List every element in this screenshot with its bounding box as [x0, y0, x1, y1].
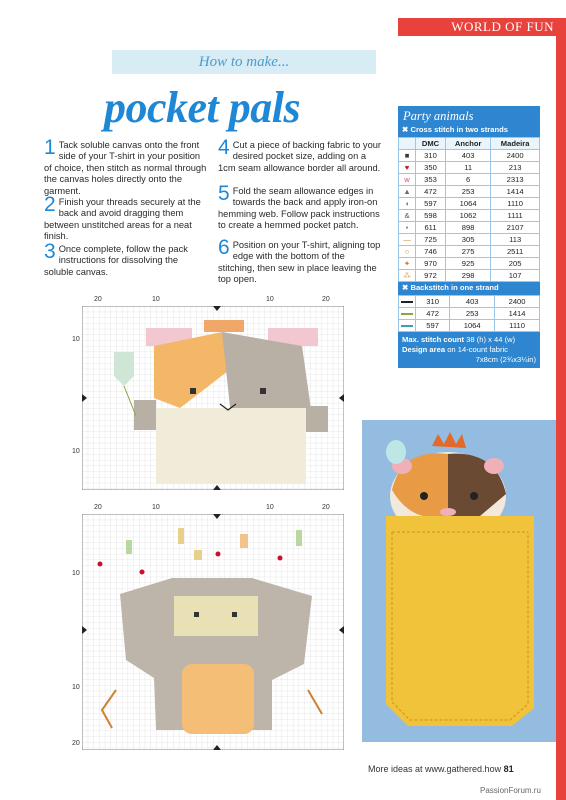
step-text: Tack soluble canvas onto the front side of your T-shirt in your position of choice, then stitch as normal through the canvas holes directly onto the garment. — [44, 140, 207, 196]
thread-key — [398, 106, 540, 368]
thread-code-anchor: 275 — [446, 246, 491, 258]
step-number: 1 — [44, 136, 56, 159]
thread-code-madeira: 2511 — [491, 246, 540, 258]
chart-top-label: 10 — [266, 296, 274, 303]
column-header: Anchor — [446, 138, 491, 150]
thread-code-madeira: 1111 — [491, 210, 540, 222]
chart-side-label: 10 — [72, 336, 80, 343]
thread-code-madeira: 2313 — [491, 174, 540, 186]
chart-top-label: 20 — [322, 504, 330, 511]
thread-code-anchor: 403 — [450, 296, 495, 308]
step-2 — [44, 193, 210, 243]
thread-code-madeira: 1414 — [495, 308, 540, 320]
backstitch-line-swatch — [401, 325, 413, 327]
cross-stitch-heading: ✖ Cross stitch in two strands — [398, 124, 540, 137]
key-row — [399, 150, 540, 162]
thread-code-dmc: 597 — [416, 198, 446, 210]
stitch-symbol-icon: — — [399, 234, 416, 246]
chart-cat — [70, 504, 350, 754]
chart-side-label: 10 — [72, 570, 80, 577]
chart-guinea-pig — [70, 296, 350, 490]
key-row — [399, 162, 540, 174]
thread-code-anchor: 403 — [446, 150, 491, 162]
backstitch-line-icon — [399, 308, 416, 320]
design-area-label: Design area — [402, 345, 446, 354]
thread-code-madeira: 2400 — [495, 296, 540, 308]
chart-side-label: 10 — [72, 448, 80, 455]
chart-grid — [82, 306, 344, 490]
thread-code-anchor: 1062 — [446, 210, 491, 222]
key-row — [399, 222, 540, 234]
design-area-size: 7x8cm (2¾x3¼in) — [475, 355, 536, 364]
thread-code-dmc: 972 — [416, 270, 446, 282]
thread-code-anchor: 253 — [446, 186, 491, 198]
step-text: Cut a piece of backing fabric to your desired pocket size, adding on a 1cm seam allowance border all around. — [218, 140, 382, 173]
chart-top-label: 20 — [94, 504, 102, 511]
chart-top-label: 10 — [266, 504, 274, 511]
stitch-symbol-icon: ■ — [399, 150, 416, 162]
step-text: Fold the seam allowance edges in towards the back and apply iron-on hemming web. Follow pack instructions to create a hemmed pocket patch. — [218, 186, 380, 231]
thread-code-dmc: 472 — [416, 308, 450, 320]
section-title: WORLD OF FUN — [451, 19, 554, 34]
thread-code-anchor: 1064 — [450, 320, 495, 332]
thread-code-anchor: 1064 — [446, 198, 491, 210]
page-footer — [368, 764, 514, 774]
thread-code-madeira: 2400 — [491, 150, 540, 162]
stitch-symbol-icon: ⁂ — [399, 270, 416, 282]
step-1 — [44, 136, 210, 197]
backstitch-table — [398, 295, 540, 332]
stitch-symbol-icon: & — [399, 210, 416, 222]
column-header: Madeira — [491, 138, 540, 150]
stitch-symbol-icon: ♥ — [399, 162, 416, 174]
step-number: 5 — [218, 182, 230, 205]
thread-code-madeira: 213 — [491, 162, 540, 174]
thread-code-anchor: 925 — [446, 258, 491, 270]
cross-stitch-table — [398, 137, 540, 282]
thread-code-dmc: 353 — [416, 174, 446, 186]
max-stitch-value: 38 (h) x 44 (w) — [466, 335, 516, 344]
step-text: Finish your threads securely at the back and avoid dragging them between unstitched areas for a neat finish. — [44, 197, 201, 242]
backstitch-row — [399, 308, 540, 320]
key-footer — [398, 332, 540, 368]
pocket-illustration — [362, 420, 556, 742]
key-row — [399, 174, 540, 186]
step-number: 3 — [44, 240, 56, 263]
backstitch-line-swatch — [401, 301, 413, 303]
thread-code-madeira: 1414 — [491, 186, 540, 198]
key-row — [399, 270, 540, 282]
step-6 — [218, 236, 382, 286]
page-edge-stripe — [556, 36, 566, 800]
thread-code-anchor: 898 — [446, 222, 491, 234]
chart-top-label: 10 — [152, 504, 160, 511]
step-3 — [44, 240, 194, 278]
step-number: 4 — [218, 136, 230, 159]
thread-code-madeira: 205 — [491, 258, 540, 270]
finished-pocket-photo — [362, 420, 556, 742]
step-number: 2 — [44, 193, 56, 216]
chart-side-label: 10 — [72, 684, 80, 691]
thread-code-anchor: 11 — [446, 162, 491, 174]
chart-side-label: 20 — [72, 740, 80, 747]
key-header-row — [399, 138, 540, 150]
symbol-column-header — [399, 138, 416, 150]
how-to-banner — [112, 50, 376, 74]
thread-code-anchor: 6 — [446, 174, 491, 186]
key-row — [399, 210, 540, 222]
backstitch-row — [399, 320, 540, 332]
thread-code-anchor: 298 — [446, 270, 491, 282]
key-row — [399, 258, 540, 270]
stitch-symbol-icon: ✦ — [399, 258, 416, 270]
thread-code-madeira: 1110 — [495, 320, 540, 332]
key-title: Party animals — [398, 106, 540, 124]
page-number: 81 — [503, 764, 514, 774]
chart-top-label: 20 — [322, 296, 330, 303]
thread-code-dmc: 472 — [416, 186, 446, 198]
backstitch-row — [399, 296, 540, 308]
key-row — [399, 234, 540, 246]
backstitch-heading: ✖ Backstitch in one strand — [398, 282, 540, 295]
backstitch-line-swatch — [401, 313, 413, 315]
step-4 — [218, 136, 384, 174]
chart-top-label: 10 — [152, 296, 160, 303]
backstitch-line-icon — [399, 320, 416, 332]
thread-code-madeira: 113 — [491, 234, 540, 246]
thread-code-madeira: 2107 — [491, 222, 540, 234]
thread-code-madeira: 1110 — [491, 198, 540, 210]
thread-code-dmc: 746 — [416, 246, 446, 258]
how-to-banner-text: How to make... — [198, 53, 290, 70]
thread-code-dmc: 597 — [416, 320, 450, 332]
chart-grid — [82, 514, 344, 750]
thread-code-madeira: 107 — [491, 270, 540, 282]
design-area-value: on 14-count fabric — [447, 345, 508, 354]
stitch-symbol-icon: ○ — [399, 246, 416, 258]
step-text: Position on your T-shirt, aligning top edge with the bottom of the stitching, then sew in place leaving the top open. — [218, 240, 381, 285]
thread-code-dmc: 310 — [416, 296, 450, 308]
key-row — [399, 246, 540, 258]
thread-code-dmc: 350 — [416, 162, 446, 174]
column-header: DMC — [416, 138, 446, 150]
backstitch-line-icon — [399, 296, 416, 308]
stitch-symbol-icon: w — [399, 174, 416, 186]
key-row — [399, 198, 540, 210]
thread-code-dmc: 725 — [416, 234, 446, 246]
step-number: 6 — [218, 236, 230, 259]
thread-code-dmc: 310 — [416, 150, 446, 162]
thread-code-anchor: 253 — [450, 308, 495, 320]
chart-top-label: 20 — [94, 296, 102, 303]
key-row — [399, 186, 540, 198]
watermark: PassionForum.ru — [480, 786, 541, 795]
thread-code-anchor: 305 — [446, 234, 491, 246]
stitch-symbol-icon: ◖ — [399, 198, 416, 210]
step-text: Once complete, follow the pack instructions for dissolving the soluble canvas. — [44, 244, 188, 277]
max-stitch-label: Max. stitch count — [402, 335, 465, 344]
stitch-symbol-icon: ▪ — [399, 222, 416, 234]
thread-code-dmc: 611 — [416, 222, 446, 234]
stitch-symbol-icon: ▲ — [399, 186, 416, 198]
step-5 — [218, 182, 382, 232]
footer-text: More ideas at www.gathered.how — [368, 764, 502, 774]
thread-code-dmc: 598 — [416, 210, 446, 222]
thread-code-dmc: 970 — [416, 258, 446, 270]
page-title: pocket pals — [104, 83, 301, 132]
